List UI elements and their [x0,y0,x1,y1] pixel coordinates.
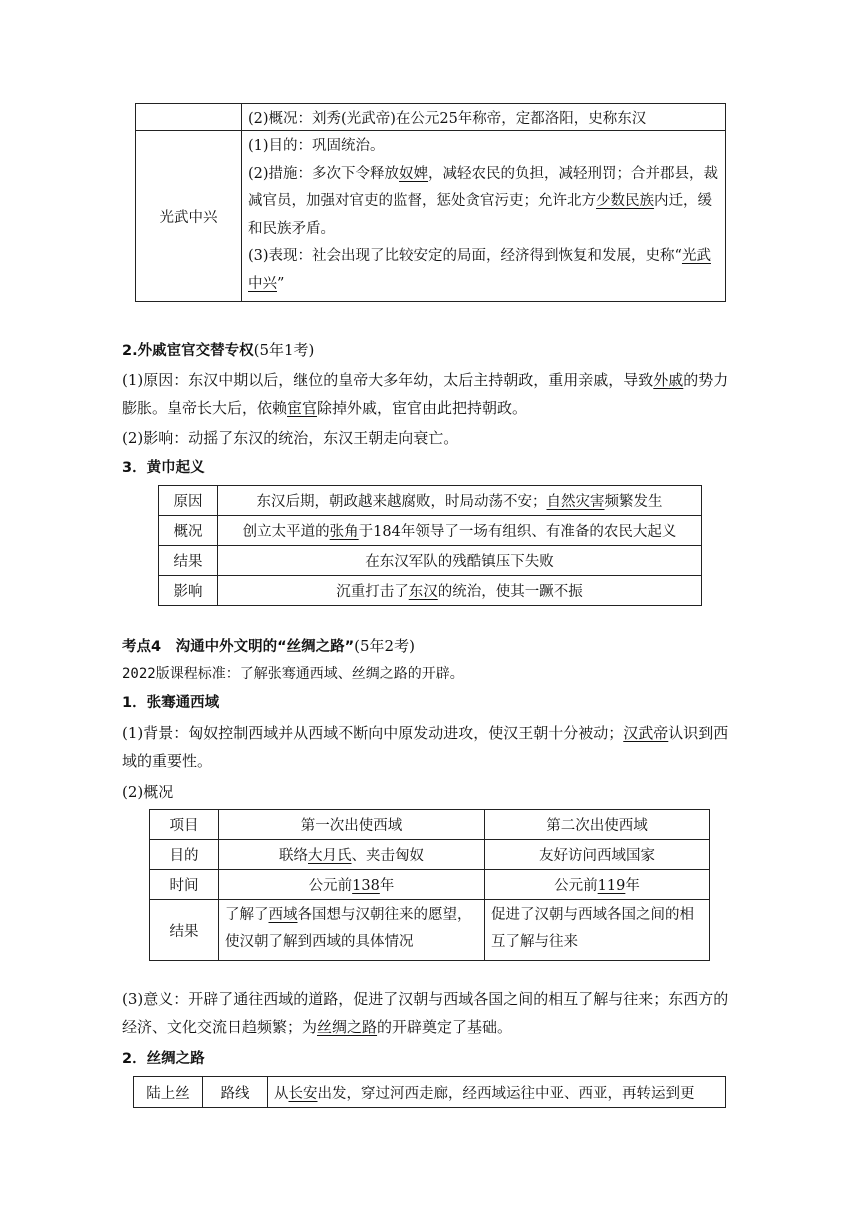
zq-cell [219,900,485,961]
text-span: 从 [274,1085,289,1102]
table-huangjin [158,485,702,606]
underlined-term: 汉武帝 [623,724,669,742]
silkroad-label: 路线 [203,1077,268,1108]
text-span: 了解了 [225,907,269,923]
underlined-term: 自然灾害 [546,494,605,510]
text-span: 频繁发生 [604,494,663,510]
text-span: 的开辟奠定了基础。 [377,1018,513,1036]
text-span: (1)原因：东汉中期以后，继位的皇帝大多年幼，太后主持朝政，重用亲戚，导致 [122,371,654,389]
text-span: 沉重打击了 [336,584,409,600]
zq-label: 时间 [150,870,219,900]
table-guangwu-title: 光武中兴 [136,131,242,302]
table-guangwu-overview: (2)概况：刘秀(光武帝)在公元25年称帝，定都洛阳，史称东汉 [242,104,726,131]
underlined-term: 138 [352,878,380,894]
sec3-heading: 3．黄巾起义 [122,460,205,476]
zq-label: 结果 [150,900,219,961]
underlined-term: 西域 [268,907,298,923]
table-guangwu [135,103,726,302]
text-span: 于184年领导了一场有组织、有准备的农民大起义 [358,524,677,540]
table-guangwu-content [242,131,726,302]
zq-cell: 促进了汉朝与西域各国之间的相互了解与往来 [485,900,710,961]
zhangqian-significance [122,985,742,1041]
zq-cell [219,870,485,900]
sec2-impact: (2)影响：动摇了东汉的统治，东汉王朝走向衰亡。 [122,429,459,447]
text-span: 公元前 [554,878,598,894]
text-span: 年 [625,878,640,894]
guangwu-purpose: (1)目的：巩固统治。 [248,138,385,154]
text-span: 公元前 [308,878,353,894]
huangjin-label: 原因 [159,486,218,516]
text-span: ，减轻农民的负担，减轻刑罚；合并郡县，裁减官员，加强对官吏的监督，惩处贪官污吏；允许北方 [248,165,719,209]
text-span: ” [277,275,285,292]
underlined-term: 光武中兴 [248,248,711,292]
underlined-term: 张角 [329,524,359,540]
text-span: 的势力膨胀。皇帝长大后，依赖 [122,371,729,417]
heading-note: (5年2考) [354,637,415,655]
huangjin-cell [218,486,702,516]
zhangqian-background [122,719,742,775]
zq-cell: 友好访问西域国家 [485,840,710,870]
zq-cell [485,870,710,900]
silkroad-route [268,1077,726,1108]
zq-cell [219,840,485,870]
zq-header: 第二次出使西域 [485,810,710,840]
underlined-term: 奴婢 [399,165,429,182]
text-span: (2)措施：多次下令释放 [248,165,400,182]
underlined-term: 丝绸之路 [317,1018,378,1036]
zhangqian-heading: 1．张骞通西域 [122,695,220,711]
text-span: (1)背景：匈奴控制西域并从西域不断向中原发动进攻，使汉王朝十分被动； [122,724,624,742]
sec2-reason [122,366,742,422]
zq-label: 目的 [150,840,219,870]
table-zhangqian [149,809,710,961]
underlined-term: 119 [597,878,626,894]
underlined-term: 长安 [288,1085,318,1102]
guangwu-performance [248,243,719,298]
silkroad-label: 陆上丝 [134,1077,203,1108]
text-span: (3)表现：社会出现了比较安定的局面，经济得到恢复和发展，史称“ [248,248,682,264]
zq-header: 第一次出使西域 [219,810,485,840]
table-silkroad [133,1076,726,1108]
underlined-term: 东汉 [408,584,438,600]
text-span: 出发，穿过河西走廊，经西域运往中亚、西亚，再转运到更 [317,1085,695,1102]
text-span: 各国想与汉朝往来的愿望，使汉朝了解到西域的具体情况 [225,907,472,950]
heading-note: (5年1考) [253,341,315,359]
underlined-term: 宦官 [287,399,318,417]
huangjin-cell [218,516,702,546]
huangjin-cell: 在东汉军队的残酷镇压下失败 [218,546,702,576]
guangwu-measures [248,161,719,244]
text-span: 东汉后期，朝政越来越腐败，时局动荡不安； [256,494,547,510]
text-span: 认识到西域的重要性。 [122,724,729,770]
underlined-term: 大月氏 [308,848,352,864]
text-span: 创立太平道的 [242,524,330,540]
text-span: 、夹击匈奴 [351,848,424,864]
text-span: 联络 [279,848,308,864]
text-span: 年 [379,878,395,894]
underlined-term: 少数民族 [596,193,654,209]
text-span: 的统治，使其一蹶不振 [437,584,583,600]
heading-text: 2.外戚宦官交替专权 [122,343,254,359]
huangjin-label: 概况 [159,516,218,546]
huangjin-cell [218,576,702,606]
huangjin-label: 影响 [159,576,218,606]
huangjin-label: 结果 [159,546,218,576]
kp4-heading [122,632,742,661]
underlined-term: 外戚 [653,371,684,389]
text-span: 除掉外戚，宦官由此把持朝政。 [317,399,528,417]
text-span: (3)意义：开辟了通往西域的道路，促进了汉朝与西域各国之间的相互了解与往来；东西方的经济、文化交流日趋频繁；为 [122,990,729,1036]
text-span: 内迁，缓和民族矛盾。 [248,193,712,237]
kp4-standard: 2022版课程标准：了解张骞通西域、丝绸之路的开辟。 [122,666,464,682]
zq-header: 项目 [150,810,219,840]
zhangqian-overview-label: (2)概况 [122,783,174,801]
silkroad-heading: 2．丝绸之路 [122,1051,205,1067]
sec2-heading [122,336,742,365]
heading-text: 考点4 沟通中外文明的“丝绸之路” [122,639,355,655]
